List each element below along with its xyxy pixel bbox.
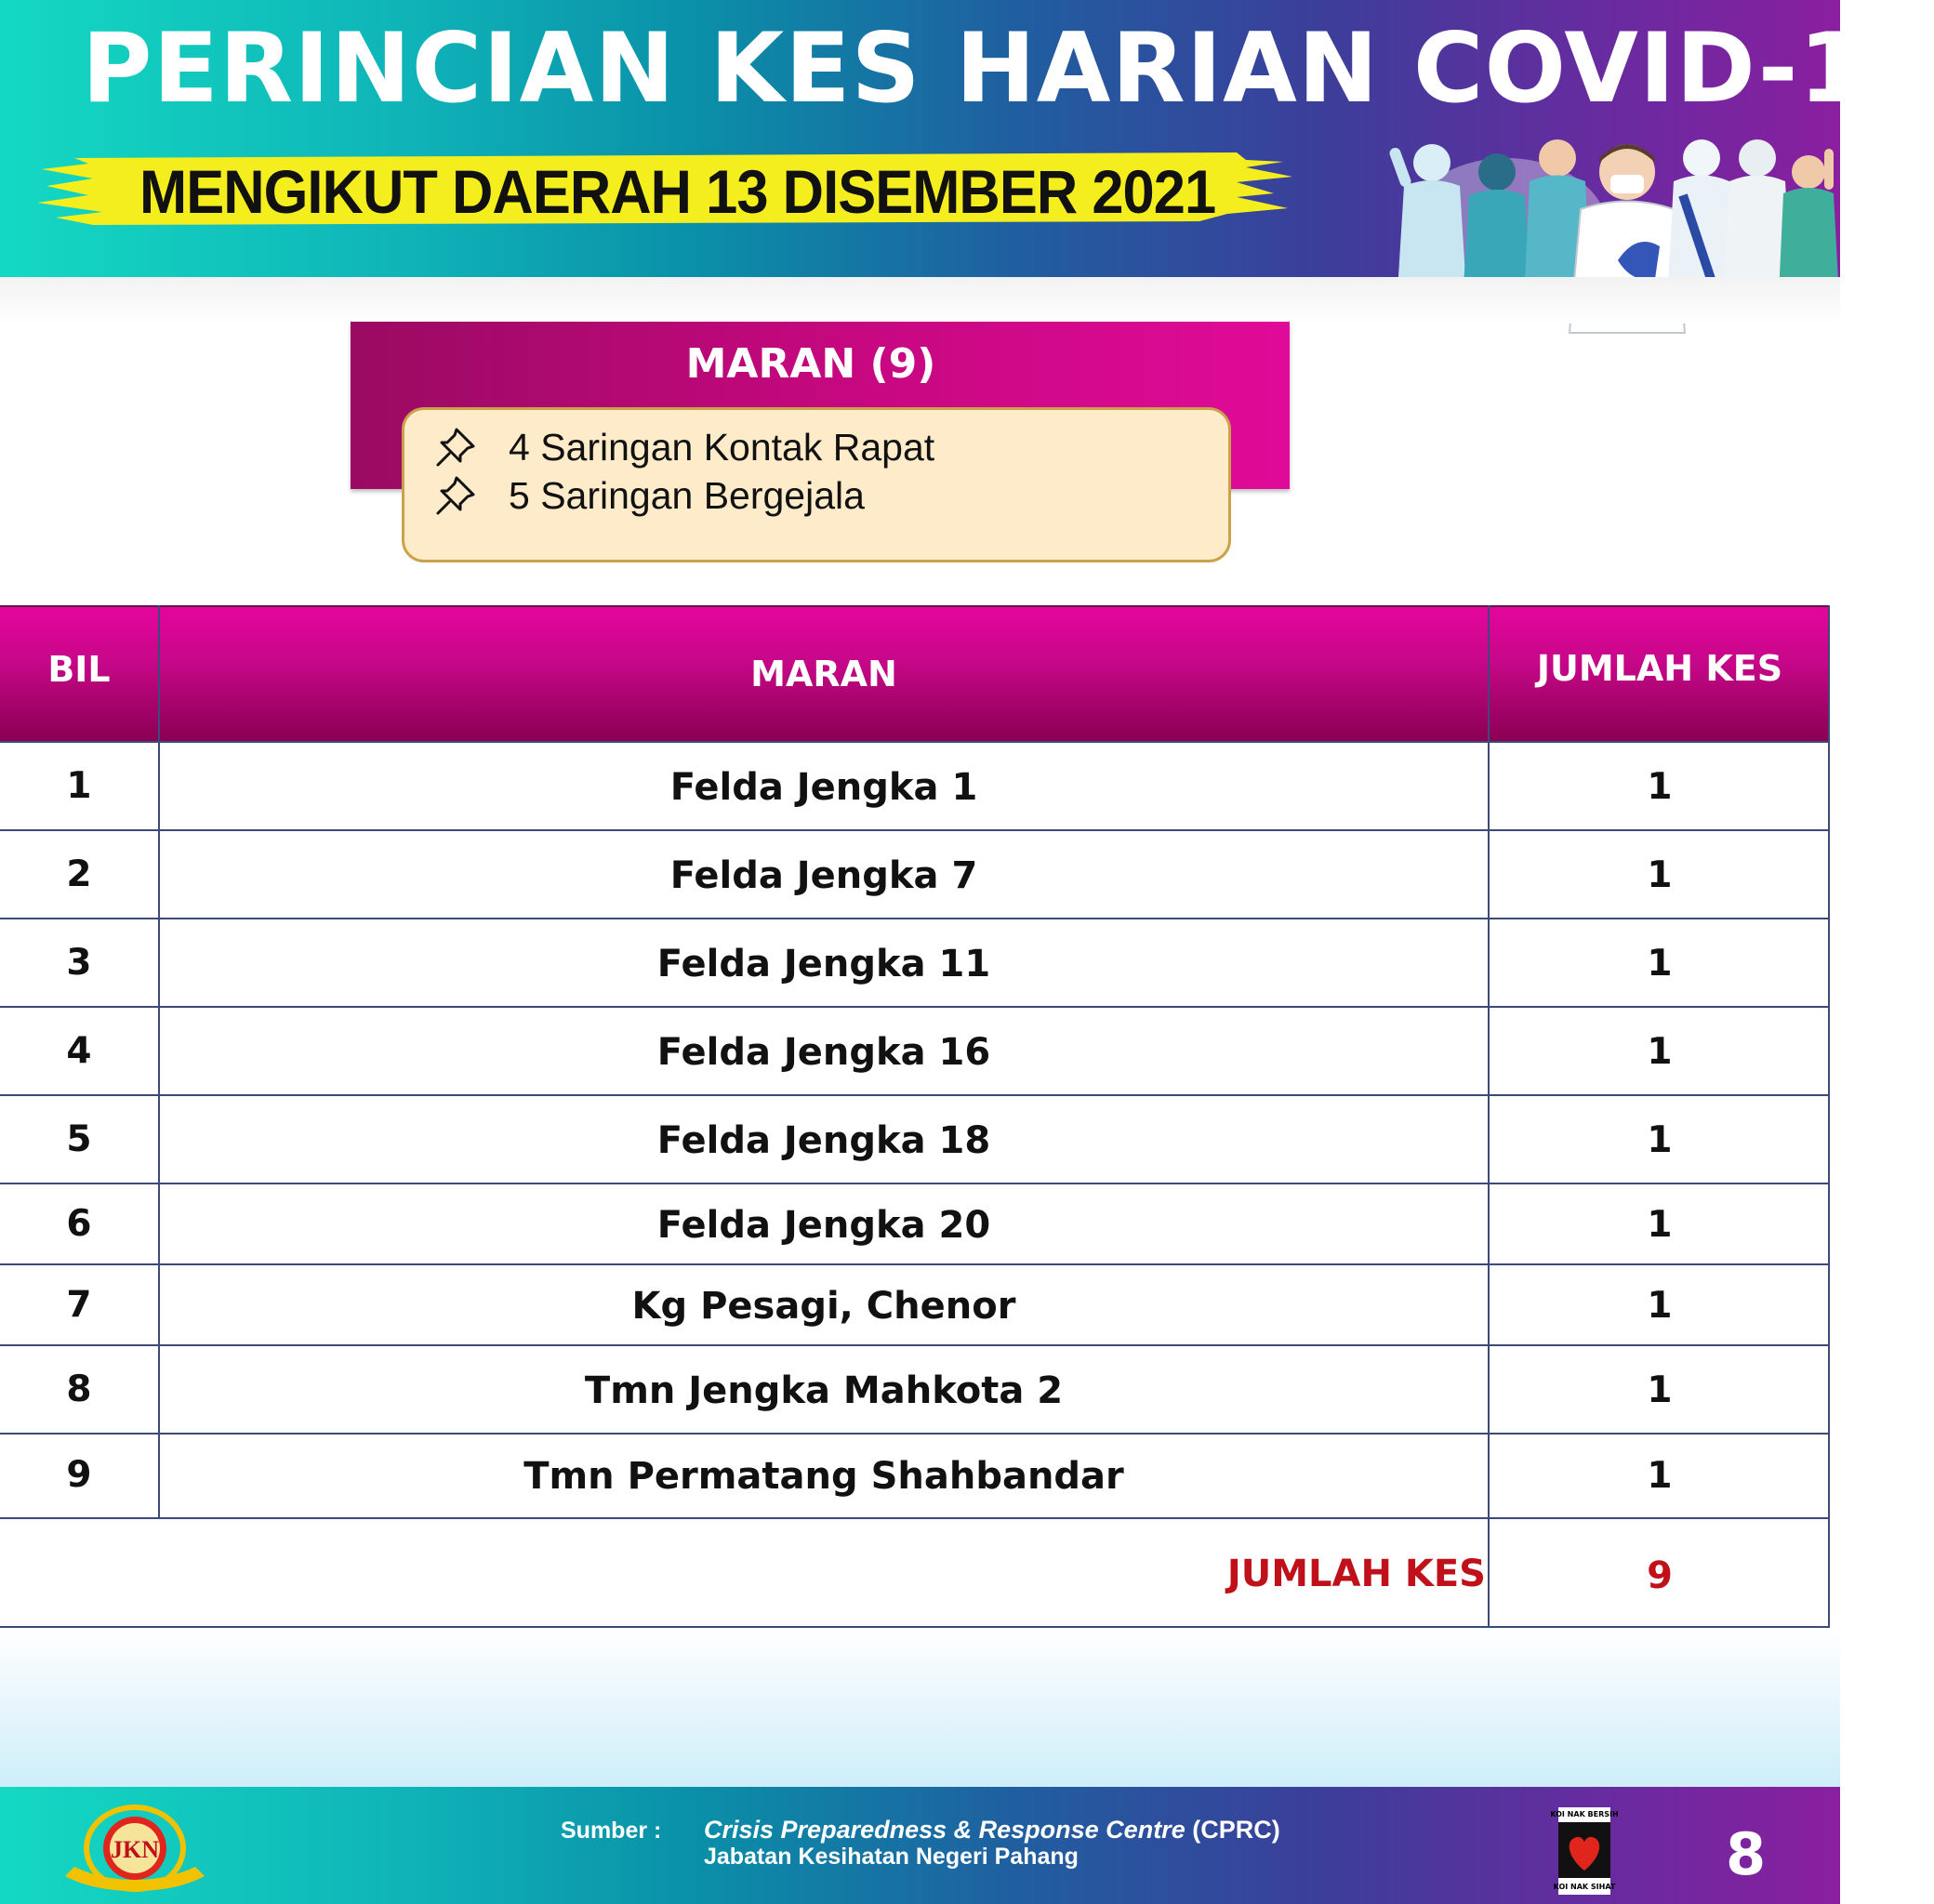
header-shadow — [0, 277, 1840, 324]
location-name: Tmn Permatang Shahbandar — [523, 1455, 1124, 1498]
table-bottom-border — [0, 1626, 1830, 1628]
row-number: 6 — [66, 1203, 92, 1245]
location-name: Kg Pesagi, Chenor — [631, 1285, 1016, 1328]
row-divider — [0, 1183, 1830, 1184]
summary-item-text: 5 Saringan Bergejala — [509, 473, 865, 517]
total-label: JUMLAH KES — [1226, 1553, 1486, 1595]
row-divider — [0, 1263, 1830, 1265]
row-number: 7 — [66, 1284, 92, 1326]
row-number: 8 — [66, 1368, 92, 1410]
column-header-bil: BIL — [47, 649, 111, 690]
row-number: 1 — [66, 765, 92, 807]
column-header-count: JUMLAH KES — [1536, 648, 1783, 689]
summary-note-box — [402, 407, 1231, 562]
pushpin-icon — [432, 424, 479, 470]
case-count: 1 — [1647, 1455, 1673, 1497]
koi-bottom-text: KOI NAK SIHAT — [1553, 1883, 1616, 1891]
location-name: Felda Jengka 20 — [656, 1204, 991, 1247]
row-number: 4 — [66, 1030, 92, 1072]
case-count: 1 — [1647, 1369, 1673, 1411]
case-count: 1 — [1647, 854, 1673, 896]
row-number: 5 — [66, 1118, 92, 1160]
source-label: Sumber : — [561, 1818, 662, 1844]
case-count: 1 — [1647, 1204, 1673, 1246]
source-abbreviation: (CPRC) — [1185, 1816, 1280, 1844]
location-name: Felda Jengka 16 — [656, 1031, 991, 1074]
summary-title: MARAN (9) — [685, 340, 936, 388]
case-count: 1 — [1647, 766, 1673, 808]
location-name: Felda Jengka 11 — [656, 943, 991, 985]
koi-top-text: KOI NAK BERSIH — [1550, 1810, 1619, 1818]
location-name: Felda Jengka 1 — [669, 766, 978, 809]
row-divider — [0, 829, 1830, 831]
row-divider — [0, 1006, 1830, 1008]
source-line-1 — [704, 1816, 1280, 1844]
row-number: 3 — [66, 942, 92, 984]
column-header-location: MARAN — [750, 654, 897, 694]
summary-item — [432, 472, 865, 519]
background-fade — [0, 1629, 1840, 1787]
jkn-pahang-logo-icon — [56, 1802, 214, 1895]
total-value: 9 — [1647, 1554, 1673, 1597]
koi-nak-bersih-logo-icon — [1550, 1807, 1619, 1895]
location-name: Tmn Jengka Mahkota 2 — [584, 1369, 1064, 1412]
location-name: Felda Jengka 7 — [669, 854, 978, 897]
page-subtitle: MENGIKUT DAERAH 13 DISEMBER 2021 — [139, 157, 1216, 226]
source-line-2: Jabatan Kesihatan Negeri Pahang — [704, 1844, 1079, 1870]
summary-item-text: 4 Saringan Kontak Rapat — [509, 425, 935, 469]
case-count: 1 — [1647, 1285, 1673, 1327]
page-number: 8 — [1726, 1820, 1767, 1888]
row-number: 9 — [66, 1454, 92, 1496]
row-divider — [0, 741, 1830, 743]
case-count: 1 — [1647, 1119, 1673, 1161]
page-title: PERINCIAN KES HARIAN COVID-19 — [82, 13, 1934, 125]
row-divider — [0, 1433, 1830, 1435]
logo-text: JKN — [111, 1836, 159, 1863]
summary-item — [432, 424, 934, 470]
row-divider — [0, 1344, 1830, 1346]
row-divider — [0, 1094, 1830, 1096]
case-count: 1 — [1647, 943, 1673, 985]
row-number: 2 — [66, 853, 92, 895]
pushpin-icon — [432, 472, 479, 519]
row-divider — [0, 1517, 1830, 1519]
location-name: Felda Jengka 18 — [656, 1119, 991, 1162]
source-organisation: Crisis Preparedness & Response Centre — [704, 1816, 1186, 1844]
case-count: 1 — [1647, 1031, 1673, 1073]
row-divider — [0, 918, 1830, 919]
header-banner — [0, 0, 1934, 277]
